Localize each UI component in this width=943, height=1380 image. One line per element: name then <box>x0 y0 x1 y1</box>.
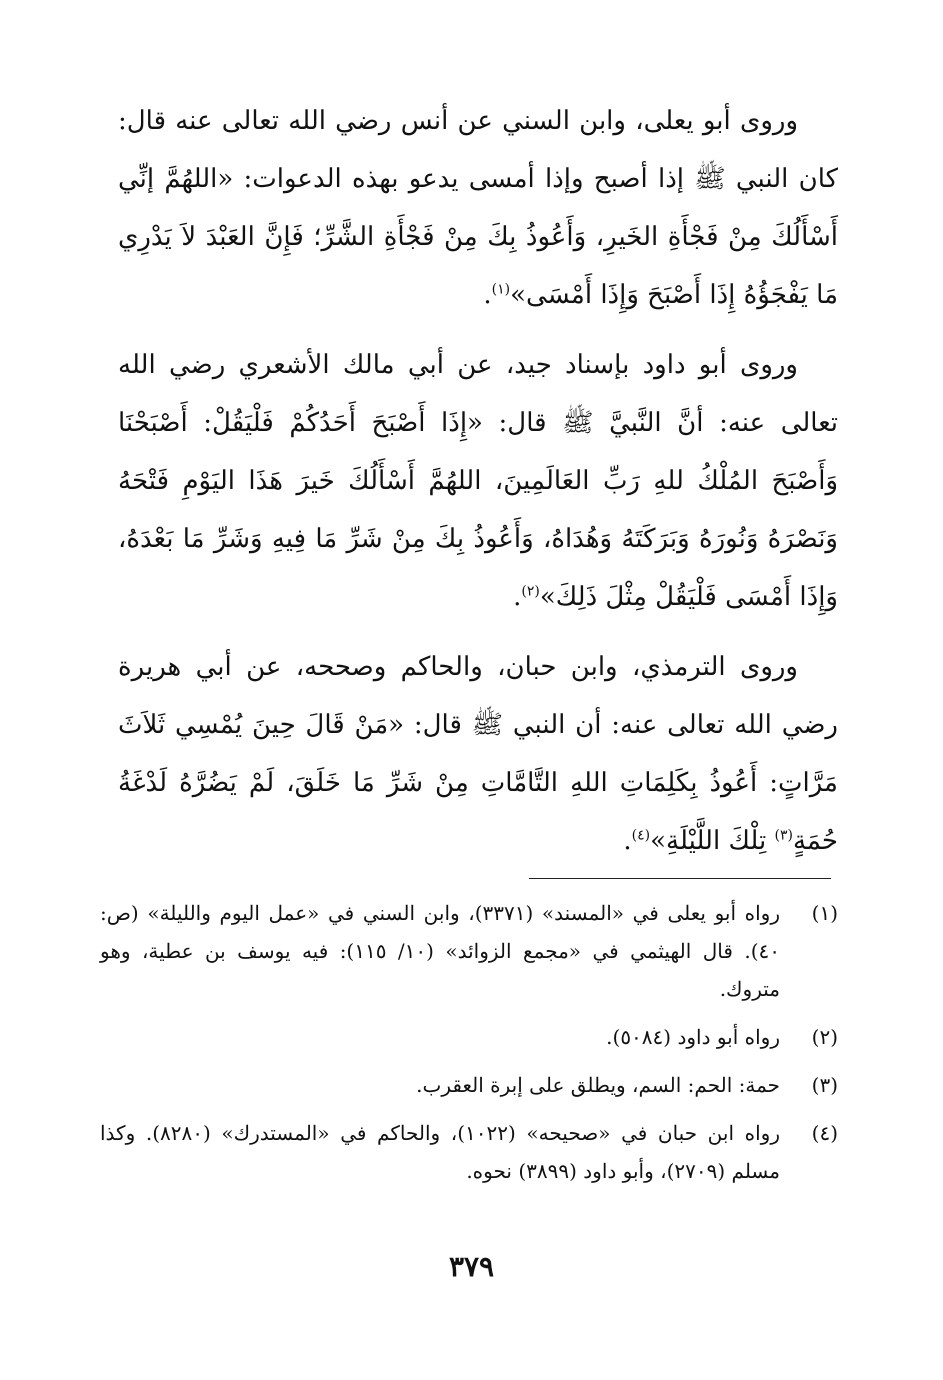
main-text <box>118 92 838 882</box>
footnote-marker-3[interactable]: (٣) <box>774 827 793 844</box>
footnote-text: حمة: الحم: السم، ويطلق على إبرة العقرب. <box>416 1073 780 1097</box>
paragraph-3-end: . <box>623 826 632 856</box>
footnote-number: (١) <box>811 901 838 925</box>
page-number: ٣٧٩ <box>448 1250 495 1283</box>
footnote-2 <box>100 1018 838 1056</box>
paragraph-2-end: . <box>513 582 522 612</box>
footnotes <box>100 894 838 1200</box>
paragraph-3 <box>118 638 838 870</box>
footnote-text: رواه أبو داود (٥٠٨٤). <box>606 1025 780 1049</box>
footnote-divider <box>529 878 831 879</box>
footnote-number: (٢) <box>811 1025 838 1049</box>
paragraph-1 <box>118 92 838 324</box>
footnote-marker-1[interactable]: (١) <box>491 281 511 298</box>
footnote-text: رواه أبو يعلى في «المسند» (٣٣٧١)، وابن السني في «عمل اليوم والليلة» (ص: ٤٠). قال الهيثمي في «مجمع الزوائد» (١٠/ ١١٥): فيه يوسف بن عطية، وهو متروك. <box>100 901 780 1001</box>
footnote-3 <box>100 1066 838 1104</box>
paragraph-2-text: وروى أبو داود بإسناد جيد، عن أبي مالك الأشعري رضي الله تعالى عنه: أنَّ النَّبيَّ ﷺ قال: «إِذَا أَصْبَحَ أَحَدُكُمْ فَلْيَقُلْ: أَصْبَحْنَا وَأَصْبَحَ المُلْكُ للهِ رَبِّ العَالَمِينَ، اللهُمَّ أَسْأَلُكَ خَيرَ هَذَا اليَوْمِ فَتْحَهُ وَنَصْرَهُ وَنُورَهُ وَبَرَكَتَهُ وَهُدَاهُ، وَأَعُوذُ بِكَ مِنْ شَرِّ مَا فِيهِ وَشَرِّ مَا بَعْدَهُ، وَإِذَا أَمْسَى فَلْيَقُلْ مِثْلَ ذَلِكَ» <box>118 350 838 612</box>
footnote-marker-4[interactable]: (٤) <box>631 827 651 844</box>
footnote-number: (٣) <box>811 1073 838 1097</box>
footnote-4 <box>100 1114 838 1190</box>
paragraph-2 <box>118 336 838 626</box>
paragraph-1-end: . <box>483 280 492 310</box>
paragraph-1-text: وروى أبو يعلى، وابن السني عن أنس رضي الله تعالى عنه قال: كان النبي ﷺ إذا أصبح وإذا أمسى يدعو بهذه الدعوات: «اللهُمَّ إنِّي أَسْأَلُكَ مِنْ فَجْأَةِ الخَيرِ، وَأَعُوذُ بِكَ مِنْ فَجْأَةِ الشَّرِّ؛ فَإِنَّ العَبْدَ لاَ يَدْرِي مَا يَفْجَؤُهُ إِذَا أَصْبَحَ وَإِذَا أَمْسَى» <box>118 106 838 310</box>
footnote-1 <box>100 894 838 1008</box>
paragraph-3-text: وروى الترمذي، وابن حبان، والحاكم وصححه، عن أبي هريرة رضي الله تعالى عنه: أن النبي ﷺ قال: «مَنْ قَالَ حِينَ يُمْسِي ثَلاَثَ مَرَّاتٍ: أَعُوذُ بِكَلِمَاتِ اللهِ التَّامَّاتِ مِنْ شَرِّ مَا خَلَقَ، لَمْ يَضُرَّهُ لَدْغَةُ حُمَةٍ <box>118 652 838 856</box>
footnote-text: رواه ابن حبان في «صحيحه» (١٠٢٢)، والحاكم في «المستدرك» (٨٢٨٠). وكذا مسلم (٢٧٠٩)، وأبو داود (٣٨٩٩) نحوه. <box>100 1121 780 1183</box>
footnote-number: (٤) <box>811 1121 838 1145</box>
footnote-marker-2[interactable]: (٢) <box>521 583 540 600</box>
paragraph-3-text-2: تِلْكَ اللَّيْلَةِ» <box>650 826 775 856</box>
